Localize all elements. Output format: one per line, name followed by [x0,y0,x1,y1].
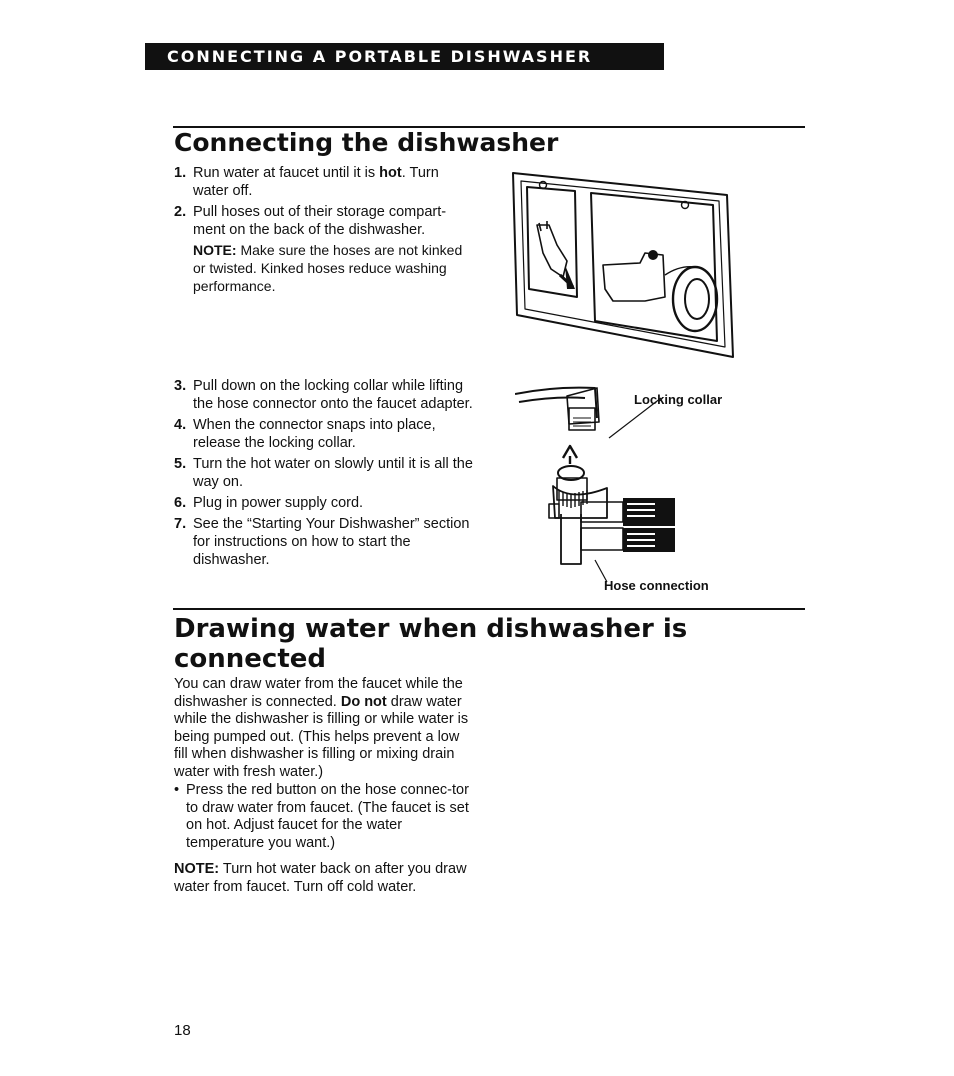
list-item [174,164,474,200]
list-item [174,494,479,512]
list-item [174,515,479,569]
step-text: . Turn water off. [193,165,439,199]
steps-list-first [174,164,474,298]
paragraph-text: draw water while the dishwasher is filling or while water is being pumped out. (This helps prevent a low fill when dishwasher is filling or mixing drain water with fresh water.) [174,693,469,780]
step-text: Run water at faucet until it is [193,165,380,181]
steps-list-second [174,377,479,572]
note-text: Turn hot water back on after you draw water from faucet. Turn off cold water. [174,861,467,895]
heading-connecting: Connecting the dishwasher [174,128,559,157]
hose-connection-label: Hose connection [604,578,709,593]
list-item [174,203,474,295]
step-emphasis: hot [379,165,402,181]
step-number: 3. [174,378,187,394]
list-item [174,455,479,491]
step-number: 4. [174,417,187,433]
bullet-dot: • [174,782,180,798]
paragraph-emphasis: Do not [340,693,387,710]
page-number: 18 [174,1022,191,1039]
heading-rule-bottom [173,608,805,610]
step-number: 1. [174,165,187,181]
step-text: Pull hoses out of their storage compart-ment on the back of the dishwasher. [193,204,447,238]
bullet-item [174,782,474,852]
note-label: NOTE: [193,242,237,258]
paragraph-text: You can draw water from the faucet while the dishwasher is connected. [174,676,463,710]
step-text: Pull down on the locking collar while lifting the hose connector onto the faucet adapter. [193,378,473,412]
step-text: See the “Starting Your Dishwasher” section for instructions on how to start the dishwasher. [193,516,470,568]
step-number: 5. [174,456,187,472]
bullet-text: Press the red button on the hose connec-tor to draw water from faucet. (The faucet is set on hot. Adjust faucet for the water temperature you want.) [186,782,469,851]
step-text: Turn the hot water on slowly until it is all the way on. [193,456,473,490]
note-label: NOTE: [174,861,220,877]
intro-paragraph [174,676,474,781]
storage-compartment-illustration [505,165,740,363]
note-paragraph [174,861,474,896]
step-note [193,241,474,295]
section-banner: CONNECTING A PORTABLE DISHWASHER [145,43,664,70]
list-item [174,416,479,452]
hose-connector-illustration [515,378,685,593]
step-number: 7. [174,516,187,532]
step-number: 6. [174,495,187,511]
step-number: 2. [174,204,187,220]
list-item [174,377,479,413]
heading-drawing-water: Drawing water when dishwasher is connected [174,614,688,674]
step-text: Plug in power supply cord. [193,495,364,511]
step-text: When the connector snaps into place, release the locking collar. [193,417,436,451]
locking-collar-label: Locking collar [634,392,723,407]
note-text: Make sure the hoses are not kinked or twisted. Kinked hoses reduce washing performance. [193,242,463,294]
